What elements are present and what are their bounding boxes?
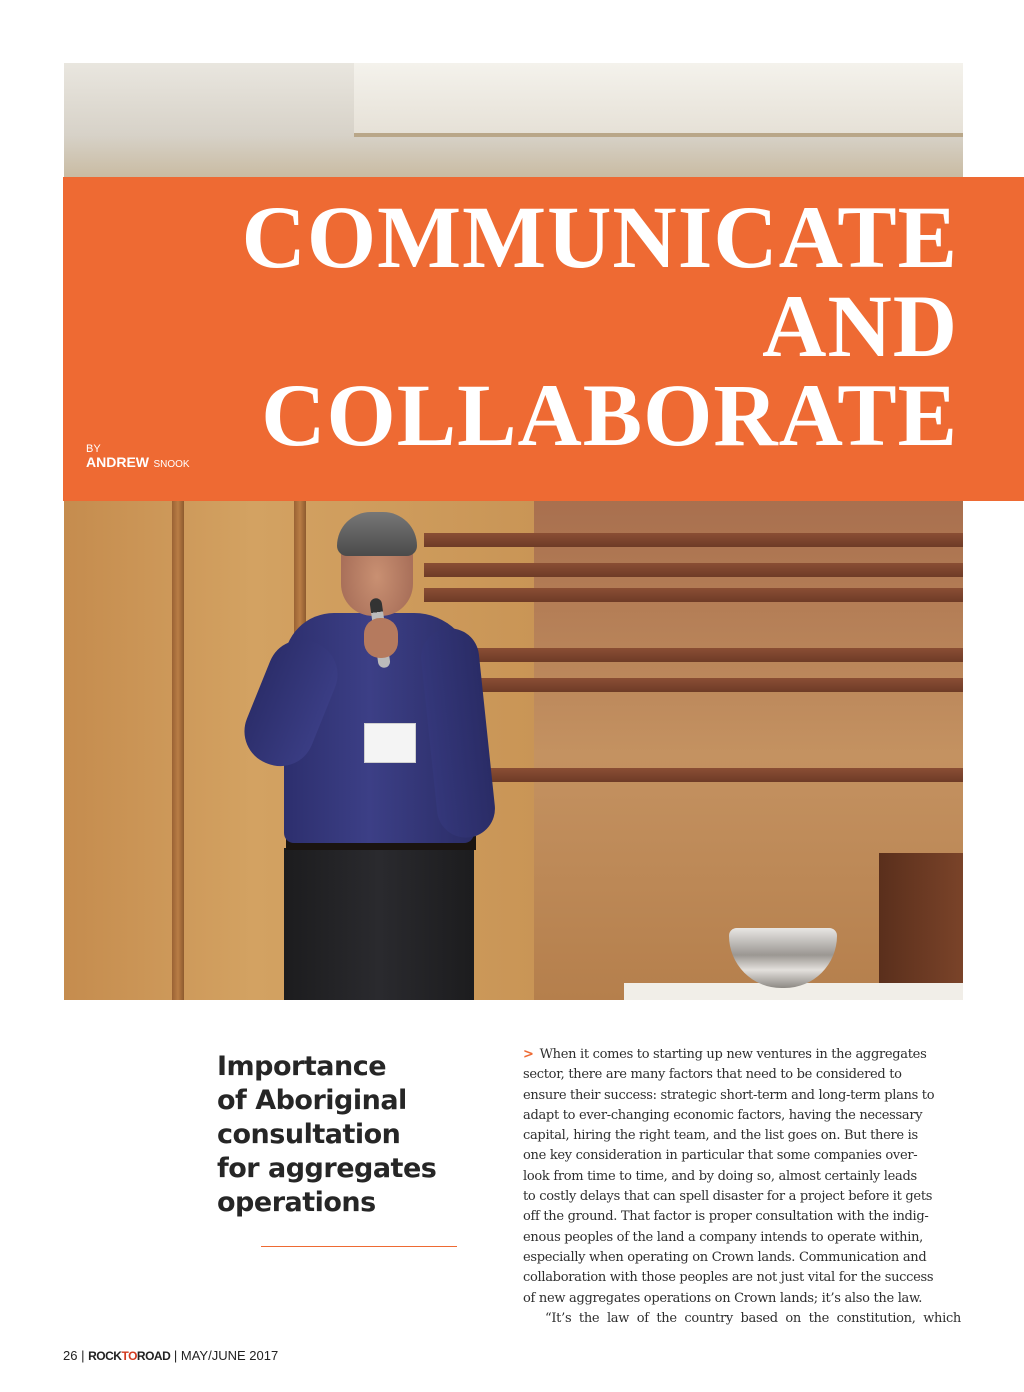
speaker-hand	[364, 618, 398, 658]
body-line: enous peoples of the land a company intends to operate within,	[523, 1229, 923, 1245]
speaker-hair	[337, 512, 417, 556]
body-line: capital, hiring the right team, and the list goes on. But there is	[523, 1128, 918, 1144]
body-line: off the ground. That factor is proper consultation with the indig-	[523, 1209, 929, 1225]
photo-speaker	[244, 518, 544, 1000]
footer-separator: |	[81, 1348, 85, 1363]
body-line: > When it comes to starting up new ventures in the aggregates	[523, 1047, 927, 1062]
byline-by: BY	[86, 443, 101, 455]
subhead-rule	[261, 1246, 457, 1247]
author-first-name: ANDREW	[86, 454, 149, 470]
page-footer	[63, 1348, 278, 1363]
title-banner	[63, 177, 1024, 501]
article-title: COMMUNICATE AND COLLABORATE	[241, 189, 958, 465]
body-line: especially when operating on Crown lands. Communication and	[523, 1249, 927, 1265]
page-number: 26	[63, 1348, 78, 1363]
photo-podium	[879, 853, 963, 1000]
body-line: sector, there are many factors that need to be considered to	[523, 1067, 902, 1083]
byline	[86, 443, 190, 471]
body-line: “It’s the law of the country based on the constitution, which	[545, 1310, 961, 1326]
article-body	[523, 1045, 961, 1329]
article-subhead: Importance of Aboriginal consultation for aggregates operations	[217, 1051, 437, 1218]
issue-date: MAY/JUNE 2017	[180, 1348, 279, 1363]
body-line: collaboration with those peoples are not just vital for the success	[523, 1270, 934, 1286]
speaker-name-badge	[364, 723, 416, 763]
speaker-trousers	[284, 848, 474, 1000]
body-line: one key consideration in particular that some companies over-	[523, 1148, 918, 1164]
body-line: ensure their success: strategic short-term and long-term plans to	[523, 1087, 935, 1103]
chevron-right-icon: >	[523, 1047, 534, 1062]
body-line: adapt to ever-changing economic factors, having the necessary	[523, 1107, 923, 1123]
footer-separator: |	[173, 1348, 178, 1363]
body-line: of new aggregates operations on Crown lands; it’s also the law.	[523, 1290, 923, 1306]
photo-ceiling-panel	[354, 63, 963, 137]
author-last-name: SNOOK	[153, 459, 190, 470]
body-line: look from time to time, and by doing so, almost certainly leads	[523, 1168, 917, 1184]
magazine-logo: ROCKTOROAD	[88, 1349, 171, 1363]
body-line: to costly delays that can spell disaster for a project before it gets	[523, 1189, 933, 1205]
